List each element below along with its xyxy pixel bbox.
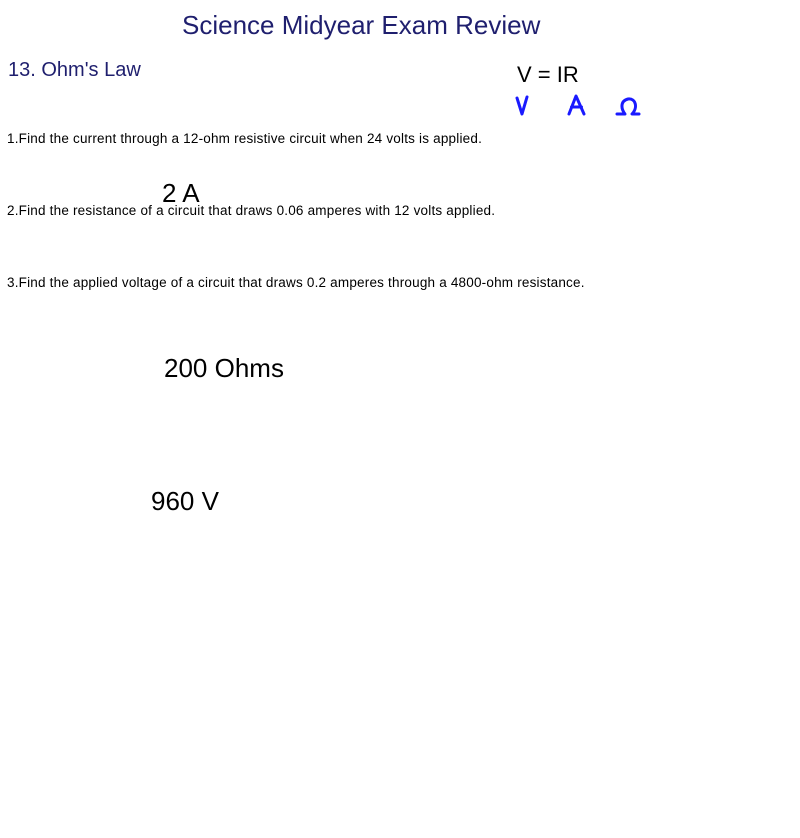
- volt-symbol-icon: [517, 97, 527, 114]
- answer-1: 2 A: [162, 178, 200, 208]
- unit-legend: [513, 92, 653, 122]
- ohms-law-formula: V = IR: [517, 62, 579, 87]
- question-3: 3.Find the applied voltage of a circuit that draws 0.2 amperes through a 4800-ohm resistance.: [7, 275, 585, 290]
- question-1: 1.Find the current through a 12-ohm resistive circuit when 24 volts is applied.: [7, 131, 483, 146]
- answer-2: 200 Ohms: [164, 353, 284, 383]
- ampere-symbol-icon: [569, 96, 584, 114]
- page-title: Science Midyear Exam Review: [182, 10, 541, 40]
- ohm-symbol-icon: [617, 99, 639, 114]
- question-2: 2.Find the resistance of a circuit that draws 0.06 amperes with 12 volts applied.: [7, 203, 496, 218]
- answer-3: 960 V: [151, 486, 219, 516]
- section-heading: 13. Ohm's Law: [8, 59, 141, 81]
